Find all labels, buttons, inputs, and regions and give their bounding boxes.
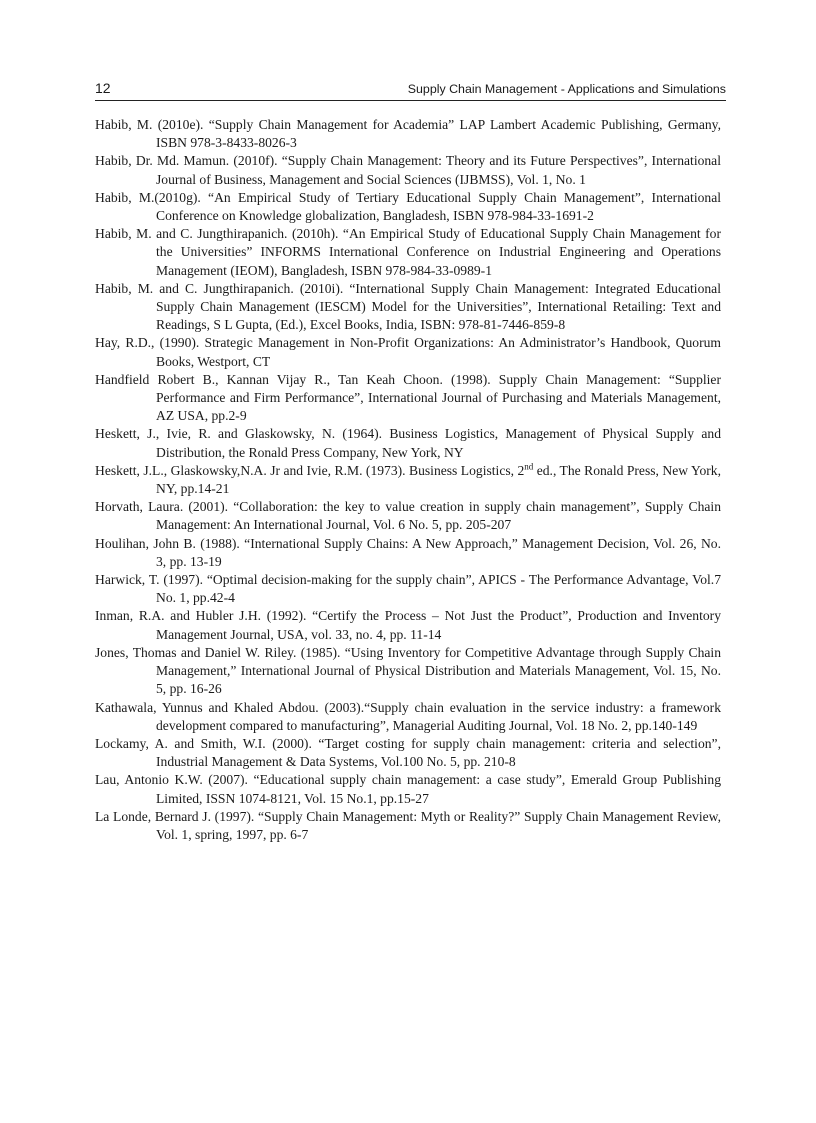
reference-entry: Lau, Antonio K.W. (2007). “Educational supply chain management: a case study”, Emerald Group Publishing Limited, ISSN 1074-8121, Vol. 15 No.1, pp.15-27 [95, 772, 721, 806]
reference-entry: Heskett, J., Ivie, R. and Glaskowsky, N. (1964). Business Logistics, Management of Physical Supply and Distribution, the Ronald Press Company, New York, NY [95, 426, 721, 460]
reference-entry: Hay, R.D., (1990). Strategic Management in Non-Profit Organizations: An Administrator’s Handbook, Quorum Books, Westport, CT [95, 335, 721, 369]
reference-entry: Habib, M.(2010g). “An Empirical Study of Tertiary Educational Supply Chain Management”, International Conference on Knowledge globalization, Bangladesh, ISBN 978-984-33-1691-2 [95, 189, 721, 224]
reference-entry: La Londe, Bernard J. (1997). “Supply Chain Management: Myth or Reality?” Supply Chain Management Review, Vol. 1, spring, 1997, pp. 6-7 [95, 808, 721, 842]
reference-entry: Habib, Dr. Md. Mamun. (2010f). “Supply Chain Management: Theory and its Future Perspectives”, International Journal of Business, Management and Social Sciences (IJBMSS), Vol. 1, No. 1 [95, 153, 721, 187]
running-title: Supply Chain Management - Applications and Simulations [407, 82, 726, 96]
reference-entry: Kathawala, Yunnus and Khaled Abdou. (2003).“Supply chain evaluation in the service industry: a framework development compared to manufacturing”, Managerial Auditing Journal, Vol. 18 No. 2, pp.140-149 [95, 699, 721, 733]
reference-text: Heskett, J.L., Glaskowsky,N.A. Jr and Ivie, R.M. (1973). Business Logistics, 2 [95, 462, 525, 478]
reference-entry: Lockamy, A. and Smith, W.I. (2000). “Target costing for supply chain management: criteria and selection”, Industrial Management & Data Systems, Vol.100 No. 5, pp. 210-8 [95, 735, 721, 770]
reference-entry: Horvath, Laura. (2001). “Collaboration: the key to value creation in supply chain management”, Supply Chain Management: An International Journal, Vol. 6 No. 5, pp. 205-207 [95, 499, 721, 533]
reference-entry: Inman, R.A. and Hubler J.H. (1992). “Certify the Process – Not Just the Product”, Production and Inventory Management Journal, USA, vol. 33, no. 4, pp. 11-14 [95, 608, 721, 642]
reference-text: ed., The Ronald Press, New York, NY, pp.14-21 [156, 462, 721, 497]
reference-entry: Houlihan, John B. (1988). “International Supply Chains: A New Approach,” Management Decision, Vol. 26, No. 3, pp. 13-19 [95, 535, 721, 569]
page-number: 12 [95, 80, 111, 96]
reference-entry: Jones, Thomas and Daniel W. Riley. (1985). “Using Inventory for Competitive Advantage through Supply Chain Management,” International Journal of Physical Distribution and Materials Management, Vol. 15, No. 5, pp. 16-26 [95, 644, 721, 697]
reference-entry [95, 462, 721, 498]
page-header [95, 80, 726, 101]
reference-entry: Handfield Robert B., Kannan Vijay R., Tan Keah Choon. (1998). Supply Chain Management: “Supplier Performance and Firm Performance”, International Journal of Purchasing and Materials Management, AZ USA, pp.2-9 [95, 371, 721, 424]
reference-list [95, 116, 721, 844]
reference-entry: Habib, M. and C. Jungthirapanich. (2010i). “International Supply Chain Management: Integrated Educational Supply Chain Management (IESCM) Model for the Universities”, International Retailing: Text and Readings, S L Gupta, (Ed.), Excel Books, India, ISBN: 978-81-7446-859-8 [95, 280, 721, 333]
ordinal-superscript: nd [524, 461, 534, 472]
reference-entry: Habib, M. (2010e). “Supply Chain Management for Academia” LAP Lambert Academic Publishing, Germany, ISBN 978-3-8433-8026-3 [95, 117, 721, 151]
reference-entry: Harwick, T. (1997). “Optimal decision-making for the supply chain”, APICS - The Performance Advantage, Vol.7 No. 1, pp.42-4 [95, 572, 721, 606]
reference-entry: Habib, M. and C. Jungthirapanich. (2010h). “An Empirical Study of Educational Supply Chain Management for the Universities” INFORMS International Conference on Industrial Engineering and Operations Management (IEOM), Bangladesh, ISBN 978-984-33-0989-1 [95, 226, 721, 278]
